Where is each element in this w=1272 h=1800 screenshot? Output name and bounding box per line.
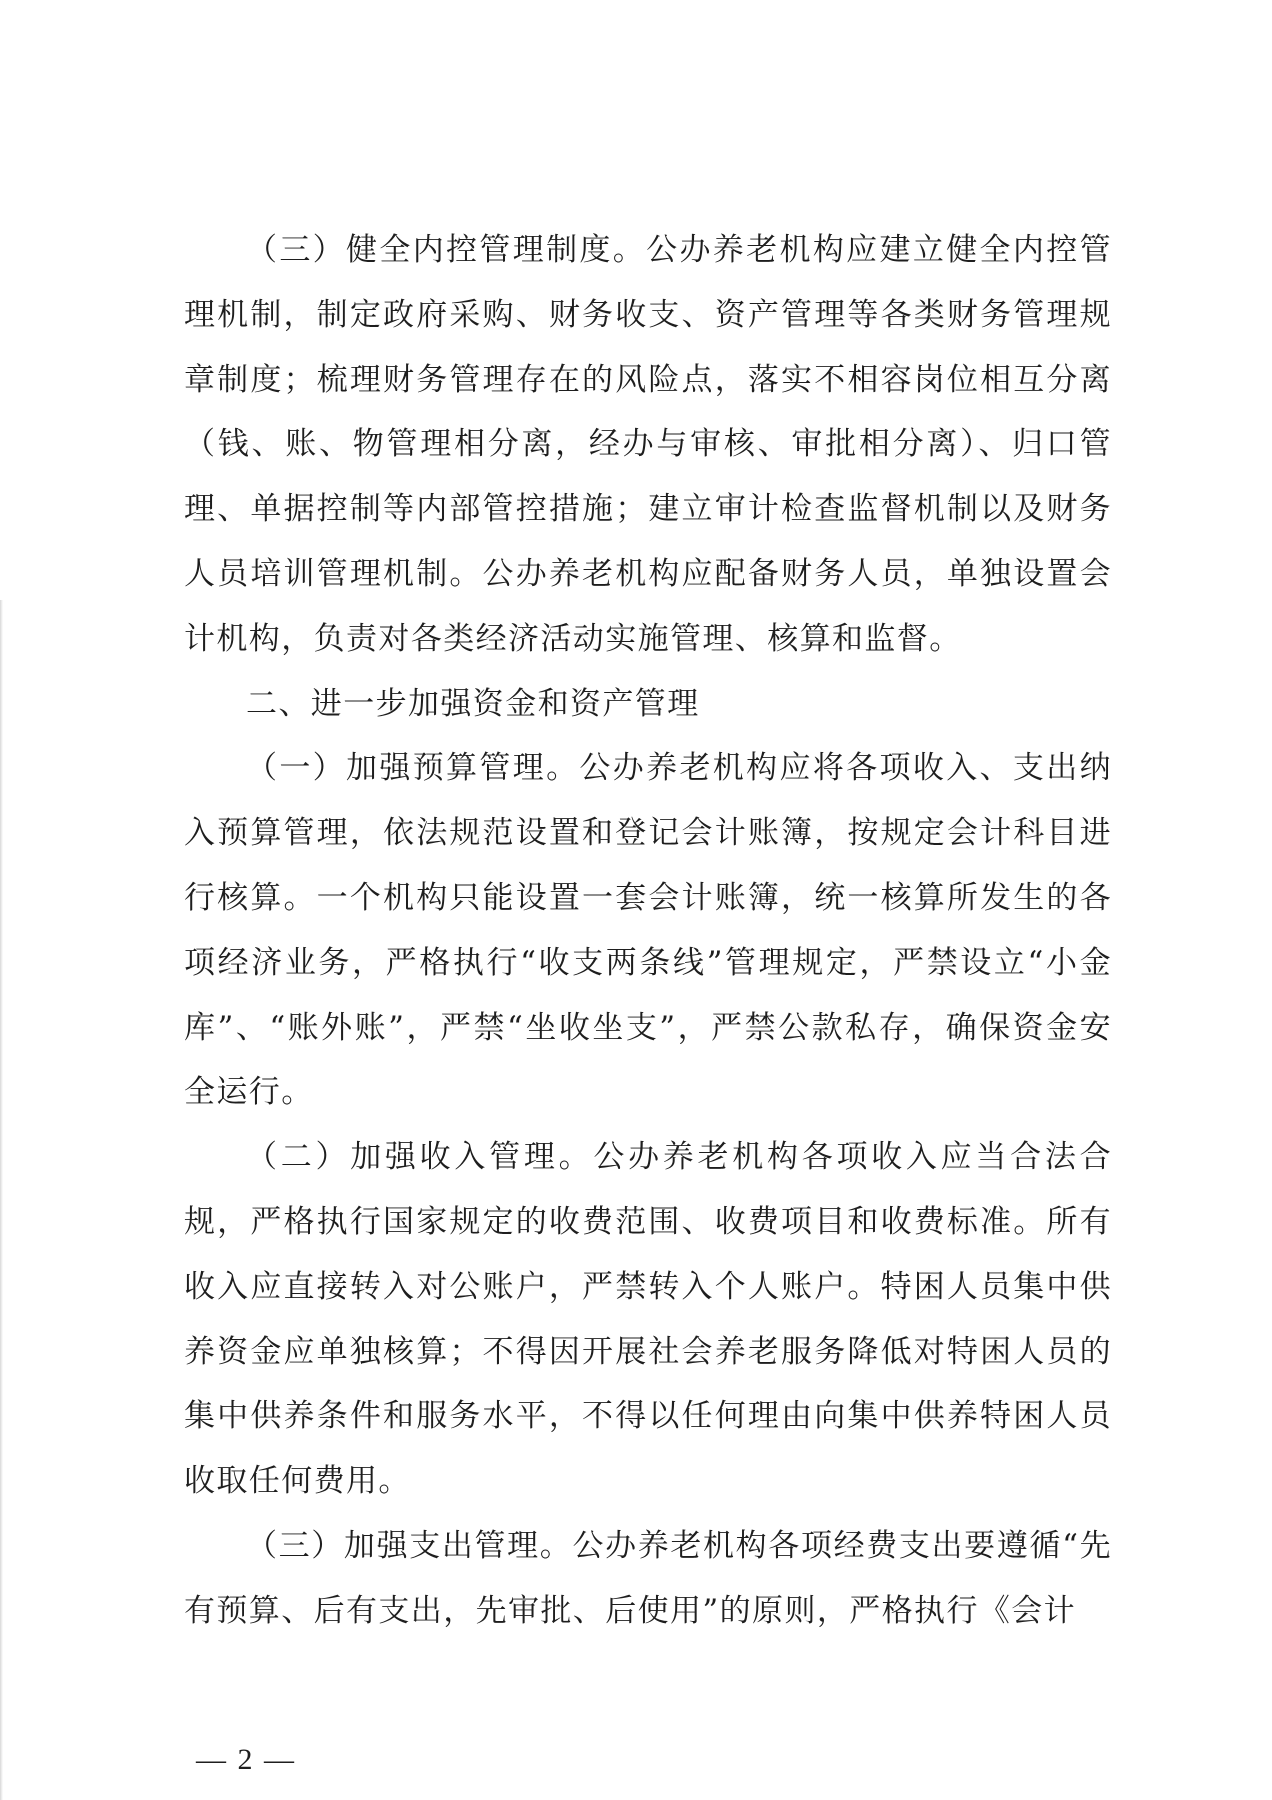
page-number: — 2 — — [196, 1743, 296, 1776]
paragraph-budget-management: （一）加强预算管理。公办养老机构应将各项收入、支出纳入预算管理，依法规范设置和登记会计账簿，按规定会计科目进行核算。一个机构只能设置一套会计账簿，统一核算所发生的各项经济业务，严格执行“收支两条线”管理规定，严禁设立“小金库”、“账外账”，严禁“坐收坐支”，严禁公款私存，确保资金安全运行。 — [184, 750, 1112, 1111]
paragraph-internal-control: （三）健全内控管理制度。公办养老机构应建立健全内控管理机制，制定政府采购、财务收支、资产管理等各类财务管理规章制度；梳理财务管理存在的风险点，落实不相容岗位相互分离（钱、账、物管理相分离，经办与审核、审批相分离）、归口管理、单据控制等内部管控措施；建立审计检查监督机制以及财务人员培训管理机制。公办养老机构应配备财务人员，单独设置会计机构，负责对各类经济活动实施管理、核算和监督。 — [184, 232, 1112, 657]
section-heading-funds-assets: 二、进一步加强资金和资产管理 — [246, 685, 700, 722]
paragraph-income-management: （二）加强收入管理。公办养老机构各项收入应当合法合规，严格执行国家规定的收费范围、收费项目和收费标准。所有收入应直接转入对公账户，严禁转入个人账户。特困人员集中供养资金应单独核算；不得因开展社会养老服务降低对特困人员的集中供养条件和服务水平，不得以任何理由向集中供养特困人员收取任何费用。 — [184, 1139, 1112, 1500]
paragraph-expense-management: （三）加强支出管理。公办养老机构各项经费支出要遵循“先有预算、后有支出，先审批、后使用”的原则，严格执行《会计 — [184, 1527, 1112, 1629]
document-body — [184, 218, 1112, 1644]
scan-edge-shadow — [0, 600, 3, 1800]
